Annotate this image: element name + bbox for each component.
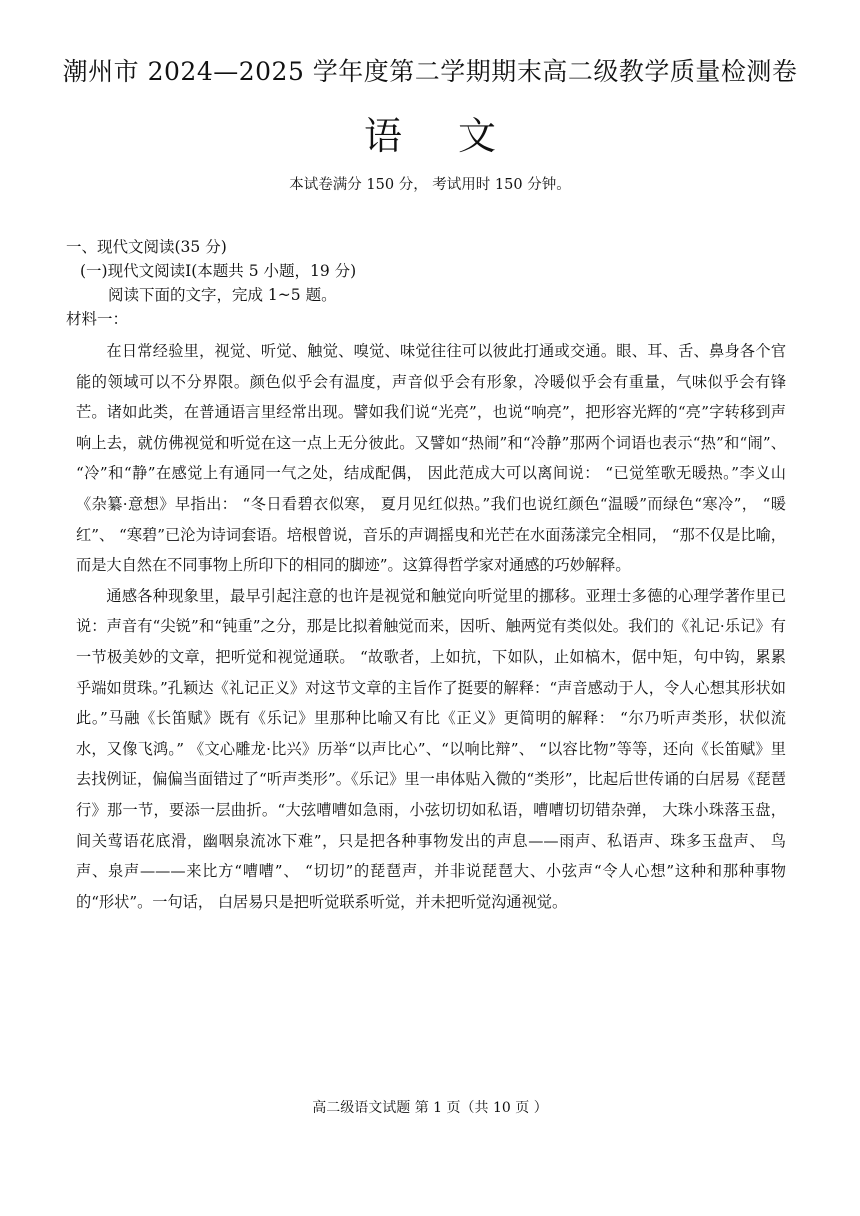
- subject-title: 语 文: [363, 114, 519, 158]
- material-label: 材料一：: [66, 310, 129, 328]
- section-title: 一、现代文阅读(35 分): [66, 238, 227, 256]
- subsection-title: (一)现代文阅读Ⅰ(本题共 5 小题，19 分): [80, 262, 357, 280]
- page-footer: 高二级语文试题 第 1 页（共 10 页 ）: [312, 1100, 548, 1116]
- reading-passage: [76, 336, 786, 917]
- exam-info: 本试卷满分 150 分， 考试用时 150 分钟。: [289, 177, 571, 193]
- passage-paragraph-2: 通感各种现象里，最早引起注意的也许是视觉和触觉向听觉里的挪移。亚理士多德的心理学著作里已说：声音有“尖锐”和“钝重”之分，那是比拟着触觉而来，因听、触两觉有类似处。我们的《礼记·乐记》有一节极美妙的文章，把听觉和视觉通联。 “故歌者，上如抗，下如队，止如槁木，倨中矩，句中钩，累累乎端如贯珠。”孔颖达《礼记正义》对这节文章的主旨作了挺要的解释：“声音感动于人，令人心想其形状如此。”马融《长笛赋》既有《乐记》里那种比喻又有比《正义》更简明的解释： “尔乃听声类形，状似流水，又像飞鸿。” 《文心雕龙·比兴》历举“以声比心”、“以响比辩”、 “以容比物”等等，还向《长笛赋》里去找例证，偏偏当面错过了“听声类形”。《乐记》里一串体贴入微的“类形”，比起后世传诵的白居易《琵琶行》那一节，要添一层曲折。“大弦嘈嘈如急雨，小弦切切如私语，嘈嘈切切错杂弹， 大珠小珠落玉盘，间关莺语花底滑，幽咽泉流冰下难”，只是把各种事物发出的声息——雨声、私语声、珠多玉盘声、 鸟声、泉声———来比方“嘈嘈”、 “切切”的琵琶声，并非说琵琶大、小弦声“令人心想”这种和那种事物的“形状”。一句话， 白居易只是把听觉联系听觉，并未把听觉沟通视觉。: [76, 586, 786, 911]
- exam-title: 潮州市 2024—2025 学年度第二学期期末高二级教学质量检测卷: [62, 57, 798, 86]
- passage-paragraph-1: 在日常经验里，视觉、听觉、触觉、嗅觉、味觉往往可以彼此打通或交通。眼、耳、舌、鼻身各个官能的领域可以不分界限。颜色似乎会有温度，声音似乎会有形象，冷暖似乎会有重量，气味似乎会有锋芒。诸如此类，在普通语言里经常出现。譬如我们说“光亮”，也说“响亮”，把形容光辉的“亮”字转移到声响上去，就仿佛视觉和听觉在这一点上无分彼此。又譬如“热闹”和“冷静”那两个词语也表示“热”和“闹”、 “冷”和“静”在感觉上有通同一气之处，结成配偶， 因此范成大可以离间说： “已觉笙歌无暖热。”李义山《杂纂·意想》早指出： “冬日看碧衣似寒， 夏月见红似热。”我们也说红颜色“温暖”而绿色“寒冷”， “暖红”、 “寒碧”已沦为诗词套语。培根曾说，音乐的声调摇曳和光芒在水面荡漾完全相同， “那不仅是比喻，而是大自然在不同事物上所印下的相同的脚迹”。这算得哲学家对通感的巧妙解释。: [76, 342, 786, 575]
- reading-instruction: 阅读下面的文字，完成 1~5 题。: [108, 286, 337, 304]
